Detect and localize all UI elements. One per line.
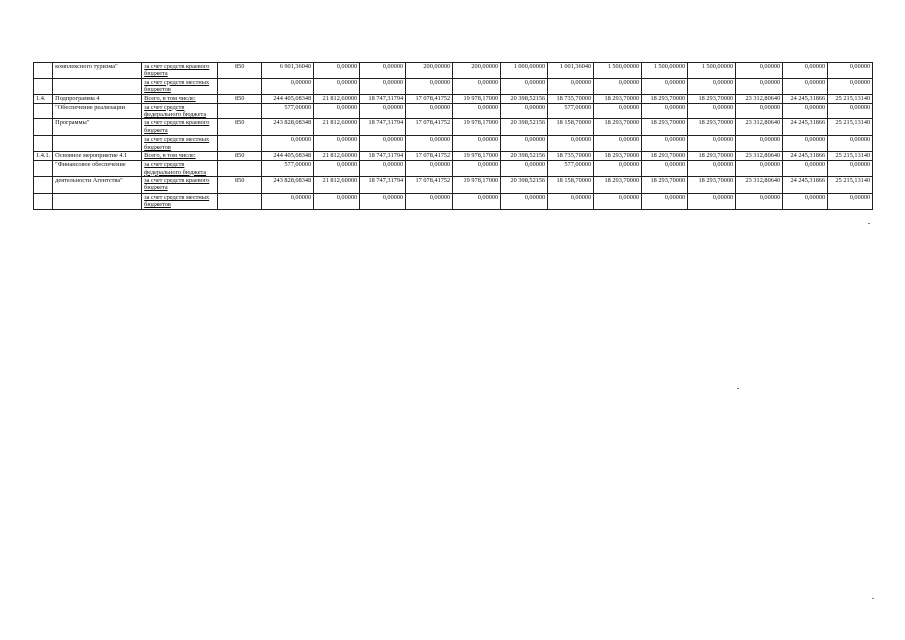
amount-cell: 0,00000 xyxy=(360,161,406,177)
funding-source-cell: за счет средств местных бюджетов xyxy=(142,136,218,152)
row-number-cell xyxy=(34,63,53,79)
amount-cell: 18 735,70000 xyxy=(548,94,594,103)
row-number-cell xyxy=(34,119,53,136)
amount-cell: 0,00000 xyxy=(501,194,548,210)
budget-code-cell: 850 xyxy=(218,94,262,103)
funding-source-cell: за счет средств местных бюджетов xyxy=(142,78,218,94)
amount-cell: 0,00000 xyxy=(783,103,828,119)
amount-cell: 0,00000 xyxy=(262,136,314,152)
amount-cell: 19 978,17000 xyxy=(453,177,501,194)
amount-cell: 0,00000 xyxy=(828,136,873,152)
amount-cell: 0,00000 xyxy=(453,103,501,119)
amount-cell: 577,00000 xyxy=(262,103,314,119)
amount-cell: 17 078,41752 xyxy=(406,152,453,161)
amount-cell: 0,00000 xyxy=(594,103,642,119)
amount-cell: 0,00000 xyxy=(406,161,453,177)
amount-cell: 243 828,08348 xyxy=(262,177,314,194)
amount-cell: 19 978,17000 xyxy=(453,94,501,103)
amount-cell: 0,00000 xyxy=(262,194,314,210)
amount-cell: 0,00000 xyxy=(642,194,688,210)
amount-cell: 18 293,70000 xyxy=(642,94,688,103)
amount-cell: 0,00000 xyxy=(688,194,736,210)
budget-code-cell xyxy=(218,194,262,210)
amount-cell: 0,00000 xyxy=(736,103,783,119)
amount-cell: 18 293,70000 xyxy=(594,152,642,161)
amount-cell: 0,00000 xyxy=(688,103,736,119)
budget-code-cell xyxy=(218,136,262,152)
amount-cell: 0,00000 xyxy=(688,161,736,177)
budget-code-cell: 850 xyxy=(218,177,262,194)
amount-cell: 0,00000 xyxy=(360,63,406,79)
amount-cell: 18 293,70000 xyxy=(688,177,736,194)
amount-cell: 18 158,70000 xyxy=(548,119,594,136)
amount-cell: 0,00000 xyxy=(406,194,453,210)
program-name-cell: комплексного туризма" xyxy=(53,63,142,79)
table-row xyxy=(34,119,873,136)
amount-cell: 0,00000 xyxy=(594,78,642,94)
amount-cell: 0,00000 xyxy=(594,161,642,177)
amount-cell: 0,00000 xyxy=(501,136,548,152)
scan-speck xyxy=(872,598,874,599)
amount-cell: 17 078,41752 xyxy=(406,94,453,103)
amount-cell: 0,00000 xyxy=(828,161,873,177)
amount-cell: 244 405,08348 xyxy=(262,94,314,103)
program-name-cell: деятельности Агентства" xyxy=(53,177,142,194)
amount-cell: 17 078,41752 xyxy=(406,177,453,194)
amount-cell: 0,00000 xyxy=(314,136,360,152)
amount-cell: 0,00000 xyxy=(453,161,501,177)
budget-table-body xyxy=(34,63,873,210)
amount-cell: 25 215,13140 xyxy=(828,152,873,161)
funding-source-cell: за счет средств федерального бюджета xyxy=(142,161,218,177)
amount-cell: 1 500,00000 xyxy=(688,63,736,79)
program-name-cell: Основное мероприятие 4.1 xyxy=(53,152,142,161)
amount-cell: 0,00000 xyxy=(783,161,828,177)
funding-source-cell: за счет средств краевого бюджета xyxy=(142,119,218,136)
amount-cell: 6 901,36040 xyxy=(262,63,314,79)
amount-cell: 18 293,70000 xyxy=(642,152,688,161)
table-row xyxy=(34,152,873,161)
amount-cell: 0,00000 xyxy=(314,194,360,210)
amount-cell: 0,00000 xyxy=(360,78,406,94)
amount-cell: 0,00000 xyxy=(548,78,594,94)
budget-code-cell: 850 xyxy=(218,119,262,136)
amount-cell: 23 312,80640 xyxy=(736,152,783,161)
amount-cell: 18 293,70000 xyxy=(688,94,736,103)
amount-cell: 0,00000 xyxy=(688,78,736,94)
table-row xyxy=(34,161,873,177)
table-row xyxy=(34,177,873,194)
funding-source-cell: Всего, в том числе: xyxy=(142,94,218,103)
amount-cell: 18 293,70000 xyxy=(688,152,736,161)
amount-cell: 20 398,52156 xyxy=(501,152,548,161)
budget-code-cell xyxy=(218,78,262,94)
amount-cell: 0,00000 xyxy=(314,63,360,79)
amount-cell: 24 245,31866 xyxy=(783,94,828,103)
amount-cell: 0,00000 xyxy=(783,63,828,79)
amount-cell: 0,00000 xyxy=(783,78,828,94)
amount-cell: 0,00000 xyxy=(736,136,783,152)
amount-cell: 0,00000 xyxy=(736,63,783,79)
amount-cell: 0,00000 xyxy=(828,194,873,210)
amount-cell: 0,00000 xyxy=(501,78,548,94)
row-number-cell xyxy=(34,194,53,210)
amount-cell: 18 747,31794 xyxy=(360,177,406,194)
amount-cell: 18 293,70000 xyxy=(594,94,642,103)
amount-cell: 18 747,31794 xyxy=(360,94,406,103)
table-row xyxy=(34,94,873,103)
amount-cell: 20 398,52156 xyxy=(501,177,548,194)
amount-cell: 18 293,70000 xyxy=(642,119,688,136)
funding-source-cell: за счет средств краевого бюджета xyxy=(142,177,218,194)
table-row xyxy=(34,63,873,79)
amount-cell: 23 312,80640 xyxy=(736,119,783,136)
amount-cell: 25 215,13140 xyxy=(828,119,873,136)
row-number-cell xyxy=(34,161,53,177)
funding-source-cell: за счет средств краевого бюджета xyxy=(142,63,218,79)
amount-cell: 0,00000 xyxy=(594,136,642,152)
amount-cell: 18 158,70000 xyxy=(548,177,594,194)
amount-cell: 0,00000 xyxy=(360,103,406,119)
amount-cell: 21 812,60000 xyxy=(314,94,360,103)
amount-cell: 0,00000 xyxy=(314,161,360,177)
scan-speck xyxy=(737,388,739,389)
amount-cell: 21 812,60000 xyxy=(314,119,360,136)
table-row xyxy=(34,136,873,152)
amount-cell: 1 000,00000 xyxy=(501,63,548,79)
budget-code-cell: 850 xyxy=(218,152,262,161)
amount-cell: 18 293,70000 xyxy=(688,119,736,136)
row-number-cell xyxy=(34,177,53,194)
amount-cell: 0,00000 xyxy=(262,78,314,94)
amount-cell: 0,00000 xyxy=(828,78,873,94)
program-name-cell: "Финансовое обеспечение xyxy=(53,161,142,177)
table-row xyxy=(34,78,873,94)
program-name-cell: "Обеспечение реализации xyxy=(53,103,142,119)
amount-cell: 23 312,80640 xyxy=(736,94,783,103)
budget-code-cell: 850 xyxy=(218,63,262,79)
amount-cell: 20 398,52156 xyxy=(501,94,548,103)
amount-cell: 0,00000 xyxy=(642,78,688,94)
amount-cell: 577,00000 xyxy=(262,161,314,177)
amount-cell: 23 312,80640 xyxy=(736,177,783,194)
amount-cell: 24 245,31866 xyxy=(783,177,828,194)
amount-cell: 0,00000 xyxy=(406,78,453,94)
table-row xyxy=(34,103,873,119)
amount-cell: 0,00000 xyxy=(501,103,548,119)
amount-cell: 0,00000 xyxy=(783,136,828,152)
amount-cell: 0,00000 xyxy=(642,136,688,152)
row-number-cell xyxy=(34,136,53,152)
amount-cell: 0,00000 xyxy=(453,78,501,94)
amount-cell: 25 215,13140 xyxy=(828,177,873,194)
funding-source-cell: Всего, в том числе: xyxy=(142,152,218,161)
row-number-cell xyxy=(34,103,53,119)
amount-cell: 0,00000 xyxy=(501,161,548,177)
amount-cell: 0,00000 xyxy=(688,136,736,152)
amount-cell: 200,00000 xyxy=(453,63,501,79)
amount-cell: 19 978,17000 xyxy=(453,152,501,161)
amount-cell: 18 293,70000 xyxy=(594,177,642,194)
program-name-cell xyxy=(53,136,142,152)
amount-cell: 1 500,00000 xyxy=(642,63,688,79)
funding-source-cell: за счет средств федерального бюджета xyxy=(142,103,218,119)
amount-cell: 200,00000 xyxy=(406,63,453,79)
amount-cell: 244 405,08348 xyxy=(262,152,314,161)
amount-cell: 0,00000 xyxy=(828,63,873,79)
amount-cell: 21 812,60000 xyxy=(314,152,360,161)
scan-speck xyxy=(868,223,870,224)
amount-cell: 18 293,70000 xyxy=(642,177,688,194)
amount-cell: 1 001,36040 xyxy=(548,63,594,79)
amount-cell: 0,00000 xyxy=(642,103,688,119)
program-name-cell: Программы" xyxy=(53,119,142,136)
amount-cell: 0,00000 xyxy=(548,194,594,210)
amount-cell: 0,00000 xyxy=(828,103,873,119)
amount-cell: 18 293,70000 xyxy=(594,119,642,136)
amount-cell: 577,00000 xyxy=(548,103,594,119)
budget-code-cell xyxy=(218,103,262,119)
amount-cell: 17 078,41752 xyxy=(406,119,453,136)
amount-cell: 0,00000 xyxy=(453,194,501,210)
amount-cell: 0,00000 xyxy=(314,103,360,119)
amount-cell: 19 978,17000 xyxy=(453,119,501,136)
program-name-cell xyxy=(53,194,142,210)
amount-cell: 0,00000 xyxy=(314,78,360,94)
amount-cell: 0,00000 xyxy=(406,136,453,152)
amount-cell: 24 245,31866 xyxy=(783,119,828,136)
amount-cell: 0,00000 xyxy=(548,136,594,152)
program-name-cell xyxy=(53,78,142,94)
amount-cell: 25 215,13140 xyxy=(828,94,873,103)
amount-cell: 18 747,31794 xyxy=(360,119,406,136)
row-number-cell: 1.4. xyxy=(34,94,53,103)
amount-cell: 0,00000 xyxy=(360,194,406,210)
row-number-cell xyxy=(34,78,53,94)
funding-source-cell: за счет средств местных бюджетов xyxy=(142,194,218,210)
amount-cell: 0,00000 xyxy=(406,103,453,119)
amount-cell: 18 735,70000 xyxy=(548,152,594,161)
amount-cell: 0,00000 xyxy=(736,78,783,94)
amount-cell: 0,00000 xyxy=(783,194,828,210)
budget-table xyxy=(33,62,873,210)
amount-cell: 0,00000 xyxy=(360,136,406,152)
amount-cell: 24 245,31866 xyxy=(783,152,828,161)
program-name-cell: Подпрограмма 4 xyxy=(53,94,142,103)
budget-code-cell xyxy=(218,161,262,177)
row-number-cell: 1.4.1. xyxy=(34,152,53,161)
amount-cell: 18 747,31794 xyxy=(360,152,406,161)
amount-cell: 21 812,60000 xyxy=(314,177,360,194)
amount-cell: 0,00000 xyxy=(594,194,642,210)
amount-cell: 243 828,08348 xyxy=(262,119,314,136)
amount-cell: 0,00000 xyxy=(736,194,783,210)
amount-cell: 577,00000 xyxy=(548,161,594,177)
amount-cell: 0,00000 xyxy=(736,161,783,177)
amount-cell: 1 500,00000 xyxy=(594,63,642,79)
amount-cell: 0,00000 xyxy=(642,161,688,177)
table-row xyxy=(34,194,873,210)
amount-cell: 0,00000 xyxy=(453,136,501,152)
amount-cell: 20 398,52156 xyxy=(501,119,548,136)
